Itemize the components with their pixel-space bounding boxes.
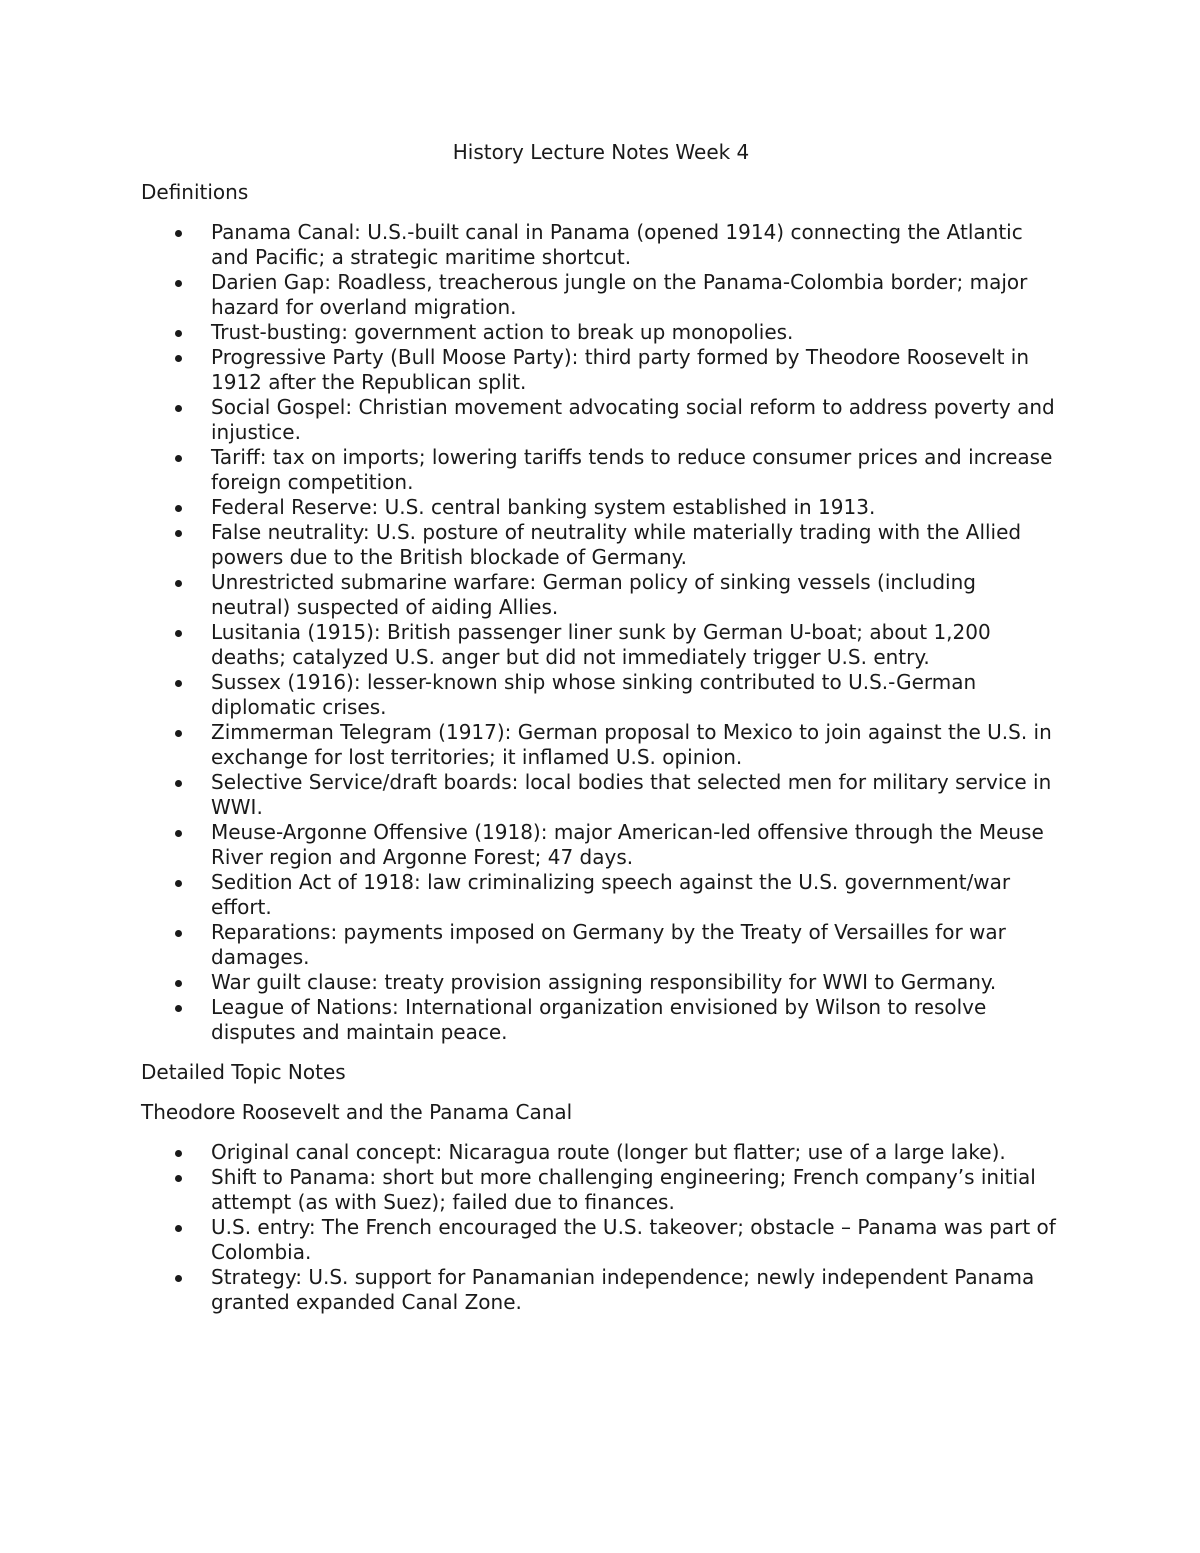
- definition-item: [141, 995, 1061, 1045]
- definition-item-text: Lusitania (1915): British passenger liner sunk by German U-boat; about 1,200 deaths; catalyzed U.S. anger but did not immediately trigger U.S. entry.: [211, 620, 991, 669]
- bullet-icon: [175, 405, 182, 412]
- topic-note-item-text: Shift to Panama: short but more challenging engineering; French company’s initial attempt (as with Suez); failed due to finances.: [211, 1165, 1036, 1214]
- topic-note-item-text: Original canal concept: Nicaragua route (longer but flatter; use of a large lake).: [211, 1140, 1006, 1164]
- definition-item-text: Tariff: tax on imports; lowering tariffs tends to reduce consumer prices and increase foreign competition.: [211, 445, 1053, 494]
- definition-item-text: Trust-busting: government action to break up monopolies.: [211, 320, 794, 344]
- definition-item: [141, 445, 1061, 495]
- bullet-icon: [175, 280, 182, 287]
- definition-item: [141, 345, 1061, 395]
- definition-item-text: Social Gospel: Christian movement advocating social reform to address poverty and injustice.: [211, 395, 1055, 444]
- bullet-icon: [175, 355, 182, 362]
- definition-item: [141, 720, 1061, 770]
- topic-heading: Theodore Roosevelt and the Panama Canal: [141, 1100, 573, 1124]
- bullet-icon: [175, 880, 182, 887]
- bullet-icon: [175, 830, 182, 837]
- bullet-icon: [175, 230, 182, 237]
- bullet-icon: [175, 330, 182, 337]
- definition-item: [141, 395, 1061, 445]
- definition-item: [141, 620, 1061, 670]
- bullet-icon: [175, 980, 182, 987]
- definition-item-text: Unrestricted submarine warfare: German policy of sinking vessels (including neutral) suspected of aiding Allies.: [211, 570, 976, 619]
- definition-item-text: Meuse-Argonne Offensive (1918): major American-led offensive through the Meuse River region and Argonne Forest; 47 days.: [211, 820, 1044, 869]
- definition-item: [141, 920, 1061, 970]
- detailed-topic-heading: Detailed Topic Notes: [141, 1060, 346, 1084]
- definition-item: [141, 495, 1061, 520]
- definition-item: [141, 770, 1061, 820]
- bullet-icon: [175, 730, 182, 737]
- definitions-list: [141, 220, 1061, 1045]
- bullet-icon: [175, 930, 182, 937]
- bullet-icon: [175, 580, 182, 587]
- definition-item-text: Sussex (1916): lesser-known ship whose sinking contributed to U.S.-German diplomatic crises.: [211, 670, 977, 719]
- document-page: [141, 140, 1061, 1330]
- bullet-icon: [175, 780, 182, 787]
- topic-notes-list: [141, 1140, 1061, 1315]
- definition-item-text: Reparations: payments imposed on Germany by the Treaty of Versailles for war damages.: [211, 920, 1006, 969]
- topic-note-item: [141, 1165, 1061, 1215]
- definition-item-text: War guilt clause: treaty provision assigning responsibility for WWI to Germany.: [211, 970, 997, 994]
- definition-item-text: Federal Reserve: U.S. central banking system established in 1913.: [211, 495, 876, 519]
- definition-item: [141, 820, 1061, 870]
- definition-item: [141, 570, 1061, 620]
- bullet-icon: [175, 1275, 182, 1282]
- bullet-icon: [175, 455, 182, 462]
- definition-item-text: League of Nations: International organization envisioned by Wilson to resolve disputes and maintain peace.: [211, 995, 987, 1044]
- bullet-icon: [175, 505, 182, 512]
- definition-item: [141, 320, 1061, 345]
- definition-item-text: False neutrality: U.S. posture of neutrality while materially trading with the Allied powers due to the British blockade of Germany.: [211, 520, 1022, 569]
- definition-item-text: Selective Service/draft boards: local bodies that selected men for military service in WWI.: [211, 770, 1052, 819]
- definition-item: [141, 270, 1061, 320]
- bullet-icon: [175, 530, 182, 537]
- definition-item-text: Darien Gap: Roadless, treacherous jungle on the Panama-Colombia border; major hazard for overland migration.: [211, 270, 1028, 319]
- definition-item: [141, 220, 1061, 270]
- definition-item: [141, 970, 1061, 995]
- definition-item-text: Progressive Party (Bull Moose Party): third party formed by Theodore Roosevelt in 1912 after the Republican split.: [211, 345, 1029, 394]
- definition-item: [141, 670, 1061, 720]
- definition-item-text: Zimmerman Telegram (1917): German proposal to Mexico to join against the U.S. in exchange for lost territories; it inflamed U.S. opinion.: [211, 720, 1052, 769]
- bullet-icon: [175, 1150, 182, 1157]
- definition-item-text: Panama Canal: U.S.-built canal in Panama (opened 1914) connecting the Atlantic and Pacific; a strategic maritime shortcut.: [211, 220, 1023, 269]
- topic-note-item: [141, 1215, 1061, 1265]
- definition-item: [141, 520, 1061, 570]
- document-title: History Lecture Notes Week 4: [452, 140, 750, 164]
- topic-note-item-text: Strategy: U.S. support for Panamanian independence; newly independent Panama granted expanded Canal Zone.: [211, 1265, 1035, 1314]
- bullet-icon: [175, 1225, 182, 1232]
- definitions-heading: Definitions: [141, 180, 249, 204]
- definition-item: [141, 870, 1061, 920]
- topic-note-item: [141, 1265, 1061, 1315]
- topic-note-item-text: U.S. entry: The French encouraged the U.S. takeover; obstacle – Panama was part of Colombia.: [211, 1215, 1056, 1264]
- bullet-icon: [175, 630, 182, 637]
- topic-note-item: [141, 1140, 1061, 1165]
- bullet-icon: [175, 1005, 182, 1012]
- bullet-icon: [175, 1175, 182, 1182]
- bullet-icon: [175, 680, 182, 687]
- definition-item-text: Sedition Act of 1918: law criminalizing speech against the U.S. government/war effort.: [211, 870, 1011, 919]
